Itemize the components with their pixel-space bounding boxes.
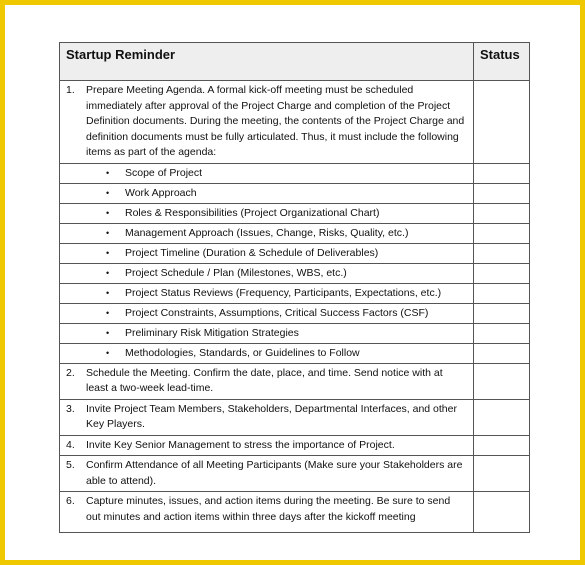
status-cell[interactable] [474, 399, 530, 435]
bullet-cell [60, 323, 474, 343]
bullet-cell [60, 243, 474, 263]
table-row [60, 456, 530, 492]
table-row [60, 183, 530, 203]
bullet-cell [60, 163, 474, 183]
table-header-row [60, 43, 530, 81]
item-text: Schedule the Meeting. Confirm the date, place, and time. Send notice with at least a two-week lead-time. [86, 366, 443, 394]
status-cell[interactable] [474, 492, 530, 533]
item-cell [60, 435, 474, 456]
bullet-text: Project Schedule / Plan (Milestones, WBS, etc.) [125, 266, 347, 279]
item-text: Capture minutes, issues, and action items during the meeting. Be sure to send out minutes and action items within three days after the kickoff meeting [86, 495, 451, 523]
status-cell[interactable] [474, 283, 530, 303]
status-cell[interactable] [474, 81, 530, 164]
item-text: Invite Key Senior Management to stress the importance of Project. [86, 438, 395, 451]
bullet-text: Methodologies, Standards, or Guidelines to Follow [125, 346, 360, 359]
table-row [60, 81, 530, 164]
bullet-text: Project Timeline (Duration & Schedule of Deliverables) [125, 246, 379, 259]
bullet-text: Management Approach (Issues, Change, Risks, Quality, etc.) [125, 226, 409, 239]
bullet-cell [60, 203, 474, 223]
bullet-cell [60, 183, 474, 203]
bullet-text: Project Status Reviews (Frequency, Participants, Expectations, etc.) [125, 286, 442, 299]
item-cell [60, 363, 474, 399]
table-row [60, 163, 530, 183]
bullet-symbol: • [106, 187, 110, 198]
table-row [60, 343, 530, 363]
status-cell[interactable] [474, 303, 530, 323]
table-row [60, 283, 530, 303]
bullet-text: Roles & Responsibilities (Project Organizational Chart) [125, 206, 380, 219]
table-row [60, 223, 530, 243]
bullet-cell [60, 343, 474, 363]
item-number: 3. [66, 402, 75, 415]
bullet-cell [60, 303, 474, 323]
header-status: Status [480, 47, 520, 62]
item-number: 6. [66, 495, 75, 507]
bullet-symbol: • [106, 307, 110, 318]
table-row [60, 263, 530, 283]
bullet-symbol: • [106, 207, 110, 218]
bullet-symbol: • [106, 287, 110, 298]
bullet-symbol: • [106, 327, 110, 338]
item-cell [60, 456, 474, 492]
item-text: Confirm Attendance of all Meeting Participants (Make sure your Stakeholders are able to attend). [86, 459, 463, 487]
table-row [60, 492, 530, 533]
item-number: 5. [66, 459, 75, 471]
status-cell[interactable] [474, 456, 530, 492]
bullet-cell [60, 283, 474, 303]
item-text: Invite Project Team Members, Stakeholders, Departmental Interfaces, and other Key Players. [86, 402, 457, 430]
bullet-symbol: • [106, 347, 110, 358]
table-row [60, 363, 530, 399]
table-row [60, 303, 530, 323]
bullet-symbol: • [106, 227, 110, 238]
bullet-text: Scope of Project [125, 166, 203, 179]
bullet-text: Preliminary Risk Mitigation Strategies [125, 326, 299, 339]
status-cell[interactable] [474, 243, 530, 263]
document-page [5, 5, 580, 560]
item-text: Prepare Meeting Agenda. A formal kick-off meeting must be scheduled immediately after approval of the Project Charge and completion of the Project Definition documents. During the meeting, the contents of the Project Charge and definition documents must be fully articulated. Thus, it must include the following items as part of the agenda: [86, 84, 465, 158]
status-cell[interactable] [474, 203, 530, 223]
status-cell[interactable] [474, 263, 530, 283]
item-cell [60, 492, 474, 533]
item-cell [60, 81, 474, 164]
startup-reminder-table [59, 42, 530, 533]
status-cell[interactable] [474, 435, 530, 456]
header-status-cell [474, 43, 530, 81]
status-cell[interactable] [474, 343, 530, 363]
bullet-cell [60, 263, 474, 283]
bullet-symbol: • [106, 167, 110, 178]
status-cell[interactable] [474, 183, 530, 203]
status-cell[interactable] [474, 363, 530, 399]
status-cell[interactable] [474, 163, 530, 183]
item-number: 2. [66, 366, 75, 379]
status-cell[interactable] [474, 323, 530, 343]
table-row [60, 399, 530, 435]
item-number: 1. [66, 84, 75, 96]
header-title-cell [60, 43, 474, 81]
status-cell[interactable] [474, 223, 530, 243]
bullet-text: Work Approach [125, 186, 197, 199]
bullet-text: Project Constraints, Assumptions, Critical Success Factors (CSF) [125, 306, 429, 319]
bullet-symbol: • [106, 267, 110, 278]
item-number: 4. [66, 438, 75, 451]
table-row [60, 435, 530, 456]
item-cell [60, 399, 474, 435]
bullet-symbol: • [106, 247, 110, 258]
table-row [60, 243, 530, 263]
table-row [60, 203, 530, 223]
header-title: Startup Reminder [66, 47, 176, 62]
table-row [60, 323, 530, 343]
bullet-cell [60, 223, 474, 243]
